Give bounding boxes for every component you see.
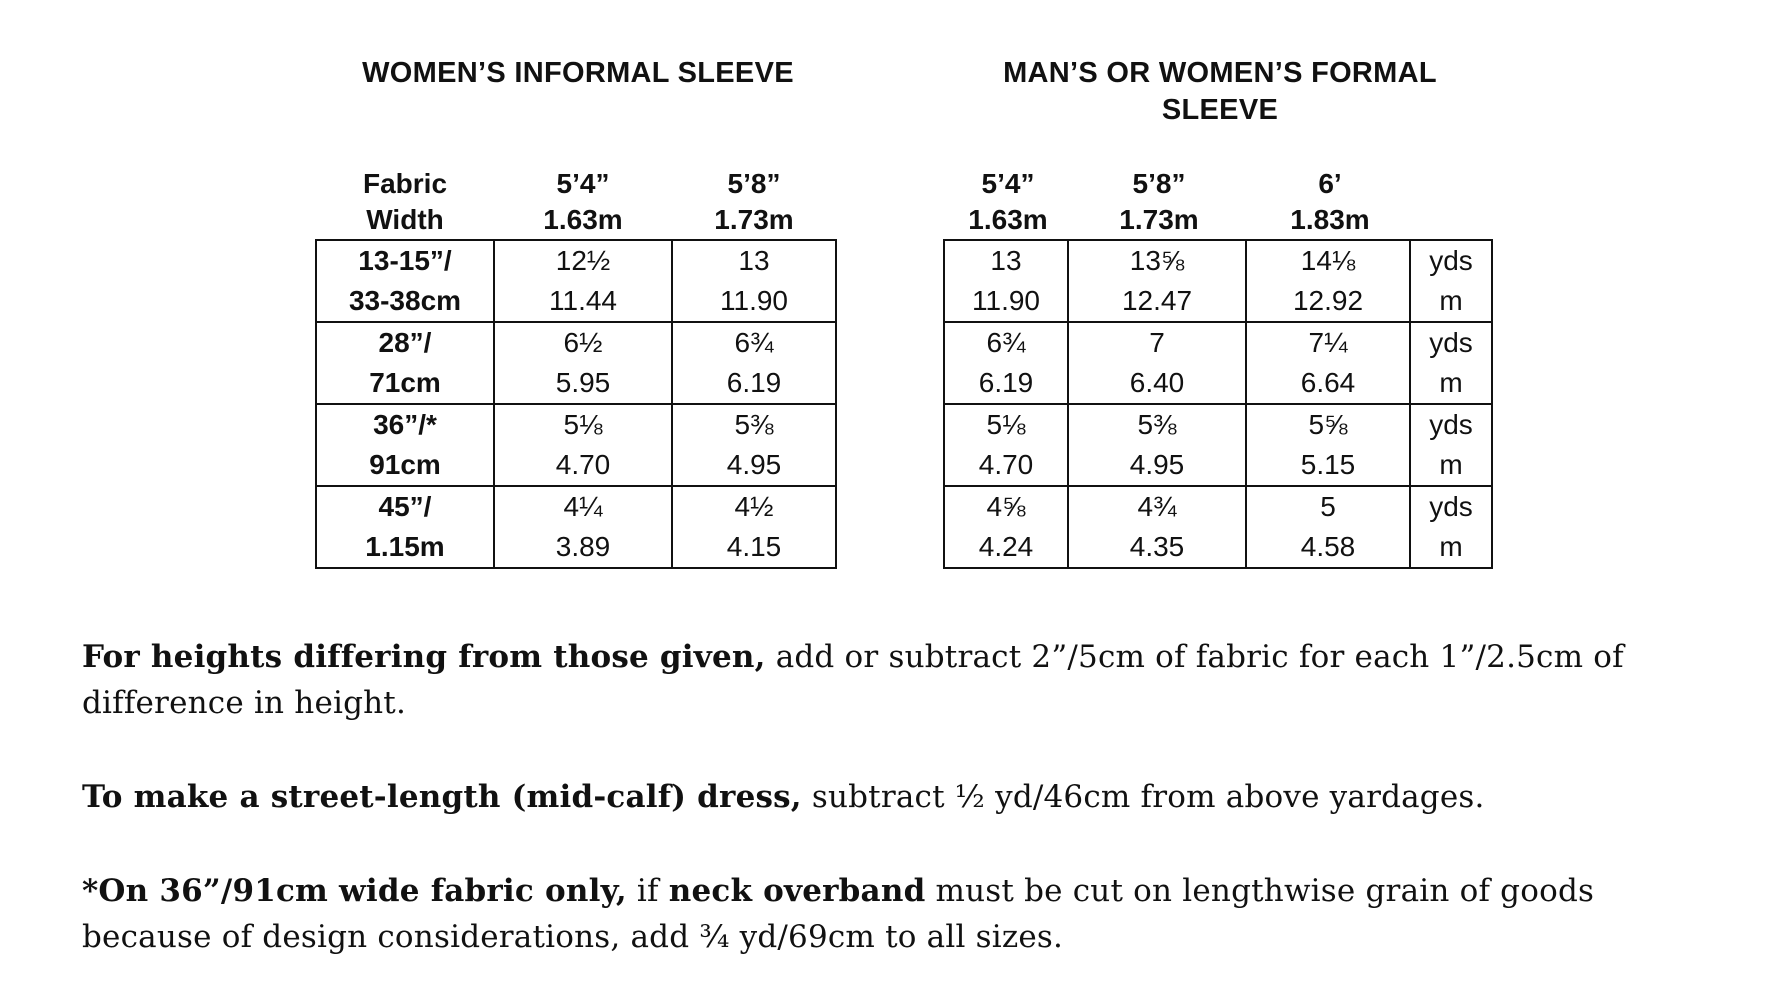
yardage-cell: 5 4.58 bbox=[1246, 486, 1410, 568]
note-street-length: To make a street-length (mid-calf) dress, subtract ½ yd/46cm from above yardages. bbox=[82, 779, 1485, 815]
yardage-cell: 4⅝ 4.24 bbox=[944, 486, 1068, 568]
formal-col-header-3: 6’ 1.83m bbox=[1290, 168, 1370, 235]
yardage-cell: 12½ 11.44 bbox=[494, 240, 672, 322]
formal-col-header-1: 5’4” 1.63m bbox=[968, 168, 1048, 235]
fabric-width-cell: 45”/ 1.15m bbox=[316, 486, 494, 568]
formal-title-line1: MAN’S OR WOMEN’S FORMAL bbox=[1003, 57, 1437, 89]
formal-col-header-2: 5’8” 1.73m bbox=[1119, 168, 1199, 235]
table-row bbox=[316, 322, 836, 404]
unit-cell: yds m bbox=[1410, 486, 1492, 568]
table-row bbox=[944, 486, 1492, 568]
yardage-cell: 7¼ 6.64 bbox=[1246, 322, 1410, 404]
table-row bbox=[316, 486, 836, 568]
unit-cell: yds m bbox=[1410, 404, 1492, 486]
formal-title-line2: SLEEVE bbox=[1161, 94, 1279, 126]
yardage-cell: 4¾ 4.35 bbox=[1068, 486, 1246, 568]
table-row bbox=[944, 404, 1492, 486]
yardage-cell: 6½ 5.95 bbox=[494, 322, 672, 404]
informal-table bbox=[315, 239, 837, 569]
table-row bbox=[316, 404, 836, 486]
note-36-inch-fabric: *On 36”/91cm wide fabric only, if neck overband must be cut on lengthwise grain of goods because of design considerations, add ¾ yd/69cm to all sizes. bbox=[82, 873, 1595, 955]
table-row bbox=[944, 322, 1492, 404]
yardage-cell: 7 6.40 bbox=[1068, 322, 1246, 404]
formal-table bbox=[943, 239, 1493, 569]
note-height-adjustment: For heights differing from those given, add or subtract 2”/5cm of fabric for each 1”/2.5cm of difference in height. bbox=[82, 639, 1624, 721]
fabric-width-cell: 36”/* 91cm bbox=[316, 404, 494, 486]
informal-title: WOMEN’S INFORMAL SLEEVE bbox=[362, 57, 794, 89]
yardage-cell: 4¼ 3.89 bbox=[494, 486, 672, 568]
yardage-cell: 5⅛ 4.70 bbox=[944, 404, 1068, 486]
yardage-cell: 5⅜ 4.95 bbox=[672, 404, 836, 486]
yardage-cell: 5⅜ 4.95 bbox=[1068, 404, 1246, 486]
yardage-cell: 13 11.90 bbox=[672, 240, 836, 322]
yardage-cell: 14⅛ 12.92 bbox=[1246, 240, 1410, 322]
fabric-width-cell: 13-15”/ 33-38cm bbox=[316, 240, 494, 322]
informal-col-header-1: 5’4” 1.63m bbox=[543, 168, 623, 235]
unit-cell: yds m bbox=[1410, 322, 1492, 404]
table-row bbox=[316, 240, 836, 322]
yardage-cell: 13 11.90 bbox=[944, 240, 1068, 322]
unit-cell: yds m bbox=[1410, 240, 1492, 322]
yardage-cell: 5⅝ 5.15 bbox=[1246, 404, 1410, 486]
yardage-cell: 5⅛ 4.70 bbox=[494, 404, 672, 486]
yardage-cell: 4½ 4.15 bbox=[672, 486, 836, 568]
fabric-width-cell: 28”/ 71cm bbox=[316, 322, 494, 404]
yardage-cell: 6¾ 6.19 bbox=[672, 322, 836, 404]
informal-col-header-2: 5’8” 1.73m bbox=[714, 168, 794, 235]
yardage-cell: 6¾ 6.19 bbox=[944, 322, 1068, 404]
formal-title bbox=[930, 55, 1510, 129]
fabric-width-header: Fabric Width bbox=[362, 168, 448, 235]
table-row bbox=[944, 240, 1492, 322]
yardage-cell: 13⅝ 12.47 bbox=[1068, 240, 1246, 322]
